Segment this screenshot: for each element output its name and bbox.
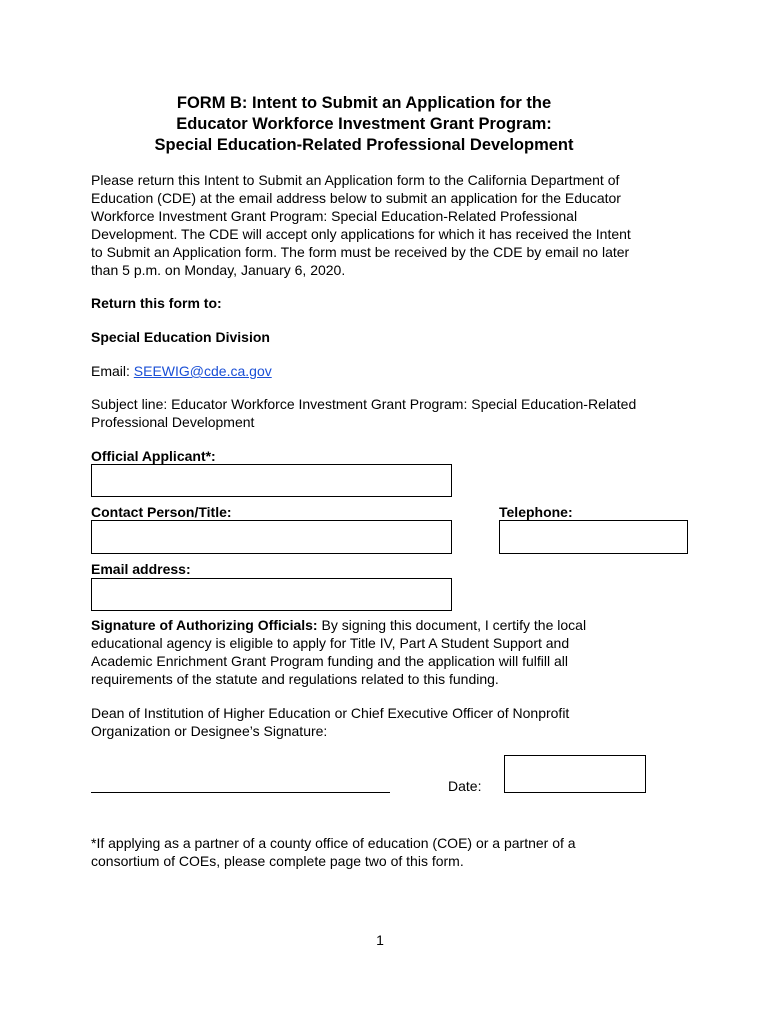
date-label: Date: — [448, 778, 482, 794]
footnote-line: *If applying as a partner of a county office of education (COE) or a partner of a — [91, 835, 576, 851]
signature-statement-line — [91, 616, 691, 634]
subject-paragraph — [91, 395, 691, 431]
title-line: Special Education-Related Professional Development — [154, 136, 574, 154]
email-address-label: Email address: — [91, 561, 191, 577]
intro-line: Workforce Investment Grant Program: Special Education-Related Professional — [91, 208, 578, 224]
signature-statement-line: educational agency is eligible to apply for Title IV, Part A Student Support and — [91, 635, 570, 651]
intro-line: Education (CDE) at the email address below to submit an application for the Educator — [91, 190, 621, 206]
subject-line: Professional Development — [91, 414, 255, 430]
division-name: Special Education Division — [91, 329, 270, 345]
email-line — [91, 362, 691, 380]
intro-paragraph — [91, 171, 691, 279]
signature-statement — [91, 616, 691, 688]
contact-person-field[interactable] — [91, 520, 452, 554]
title-line: Educator Workforce Investment Grant Program: — [176, 115, 552, 133]
return-to-label: Return this form to: — [91, 295, 222, 311]
page-number: 1 — [376, 932, 384, 948]
email-link[interactable]: SEEWIG@cde.ca.gov — [133, 363, 272, 379]
title-line: FORM B: Intent to Submit an Application for the — [176, 94, 552, 112]
telephone-field[interactable] — [499, 520, 688, 554]
intro-line: Development. The CDE will accept only applications for which it has received the Intent — [91, 226, 631, 242]
signature-statement-line: requirements of the statute and regulations related to this funding. — [91, 671, 499, 687]
signature-statement-first: By signing this document, I certify the local — [317, 617, 587, 633]
telephone-label: Telephone: — [499, 504, 573, 520]
contact-person-label: Contact Person/Title: — [91, 504, 232, 520]
intro-line: to Submit an Application form. The form must be received by the CDE by email no later — [91, 244, 630, 260]
date-field[interactable] — [504, 755, 646, 793]
signature-heading: Signature of Authorizing Officials: — [91, 617, 318, 633]
official-applicant-field[interactable] — [91, 464, 452, 497]
email-prefix: Email: — [91, 363, 134, 379]
signature-statement-line: Academic Enrichment Grant Program funding and the application will fulfill all — [91, 653, 569, 669]
footnote — [91, 834, 691, 870]
subject-line: Subject line: Educator Workforce Investment Grant Program: Special Education-Related — [91, 396, 637, 412]
signer-description — [91, 704, 691, 740]
intro-line: than 5 p.m. on Monday, January 6, 2020. — [91, 262, 346, 278]
intro-line: Please return this Intent to Submit an Application form to the California Department of — [91, 172, 620, 188]
signer-line: Dean of Institution of Higher Education or Chief Executive Officer of Nonprofit — [91, 705, 570, 721]
signer-line: Organization or Designee’s Signature: — [91, 723, 328, 739]
official-applicant-label: Official Applicant*: — [91, 448, 216, 464]
signature-line[interactable] — [91, 792, 390, 793]
footnote-line: consortium of COEs, please complete page two of this form. — [91, 853, 464, 869]
email-address-field[interactable] — [91, 578, 452, 611]
form-title — [60, 93, 668, 156]
